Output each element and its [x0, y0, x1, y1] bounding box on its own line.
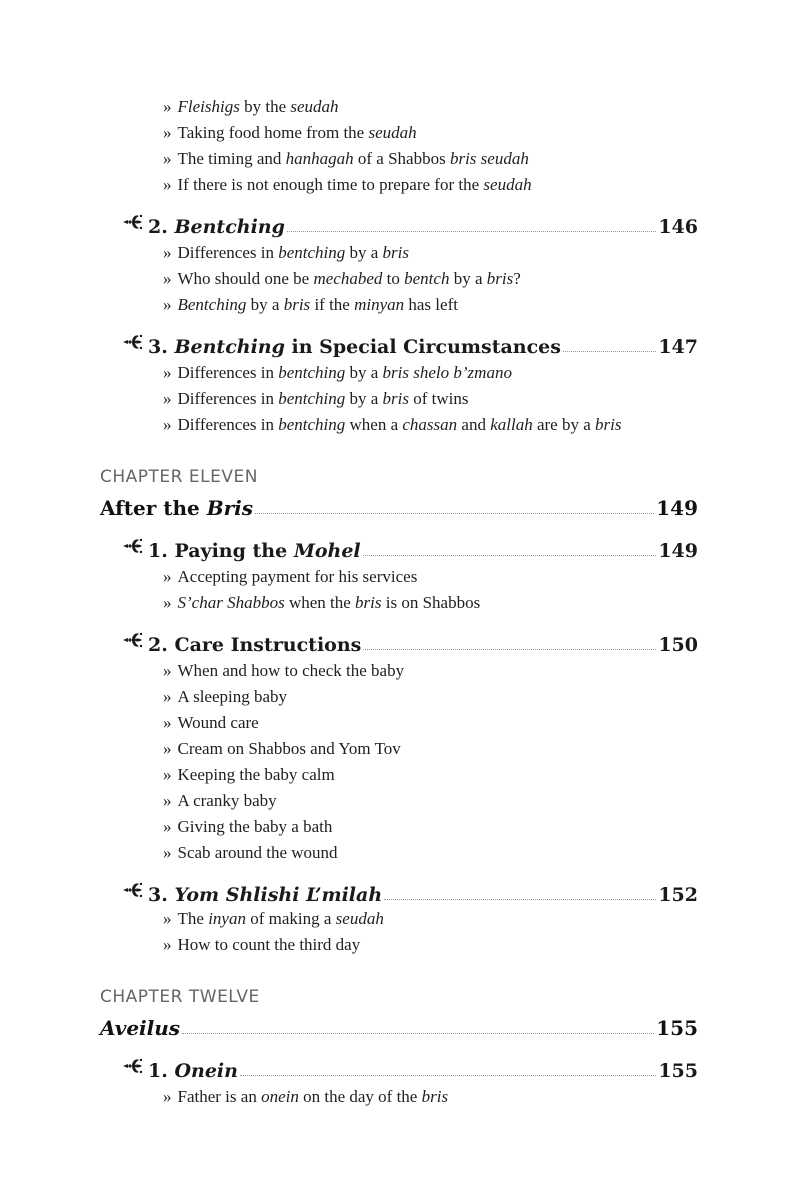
- fleuron-ornament-icon: [122, 211, 144, 238]
- section-title: 3. Bentching in Special Circumstances: [148, 336, 561, 358]
- dot-leader: [563, 351, 656, 352]
- toc-subitem: [163, 148, 529, 170]
- section-title: 1. Paying the Mohel: [148, 540, 361, 562]
- bullet-marker: »: [163, 817, 172, 836]
- subitem-text: Taking food home from the seudah: [177, 123, 417, 142]
- subitem-text: Differences in bentching by a bris: [177, 243, 410, 262]
- bullet-marker: »: [163, 661, 172, 680]
- subitem-text: Keeping the baby calm: [177, 765, 335, 784]
- bullet-marker: »: [163, 269, 172, 288]
- toc-subitem: [163, 790, 277, 812]
- toc-section-bentching-special[interactable]: [122, 328, 698, 358]
- toc-subitem: [163, 122, 417, 144]
- toc-subitem: [163, 566, 417, 588]
- subitem-text: How to count the third day: [177, 935, 361, 954]
- fleuron-ornament-icon: [122, 879, 144, 906]
- toc-chapter-after-the-bris[interactable]: [100, 490, 698, 520]
- fleuron-ornament-icon: [122, 629, 144, 656]
- subitem-text: The inyan of making a seudah: [177, 909, 384, 928]
- subitem-text: S’char Shabbos when the bris is on Shabbos: [177, 593, 481, 612]
- page-number: 155: [656, 1016, 698, 1040]
- dot-leader: [255, 513, 654, 514]
- subitem-text: A sleeping baby: [177, 687, 288, 706]
- toc-subitem: [163, 934, 360, 956]
- dot-leader: [240, 1075, 656, 1076]
- toc-subitem: [163, 414, 621, 436]
- bullet-marker: »: [163, 593, 172, 612]
- dot-leader: [182, 1033, 654, 1034]
- bullet-marker: »: [163, 909, 172, 928]
- toc-subitem: [163, 764, 335, 786]
- subitem-text: Wound care: [177, 713, 259, 732]
- toc-subitem: [163, 592, 480, 614]
- toc-subitem: [163, 1086, 448, 1108]
- toc-chapter-aveilus[interactable]: [100, 1010, 698, 1040]
- subitem-text: Father is an onein on the day of the bris: [177, 1087, 449, 1106]
- toc-section-yom-shlishi[interactable]: [122, 876, 698, 906]
- toc-subitem: [163, 686, 287, 708]
- toc-subitem: [163, 738, 401, 760]
- bullet-marker: »: [163, 843, 172, 862]
- toc-subitem: [163, 816, 332, 838]
- bullet-marker: »: [163, 295, 172, 314]
- toc-subitem: [163, 96, 339, 118]
- page-number: 150: [658, 634, 698, 656]
- page-number: 152: [658, 884, 698, 906]
- bullet-marker: »: [163, 1087, 172, 1106]
- toc-section-bentching[interactable]: [122, 208, 698, 238]
- subitem-text: A cranky baby: [177, 791, 277, 810]
- bullet-marker: »: [163, 389, 172, 408]
- section-title: 2. Care Instructions: [148, 634, 362, 656]
- bullet-marker: »: [163, 739, 172, 758]
- chapter-label: CHAPTER ELEVEN: [100, 467, 258, 487]
- bullet-marker: »: [163, 123, 172, 142]
- subitem-text: Scab around the wound: [177, 843, 338, 862]
- bullet-marker: »: [163, 567, 172, 586]
- toc-section-onein[interactable]: [122, 1052, 698, 1082]
- dot-leader: [384, 899, 656, 900]
- bullet-marker: »: [163, 243, 172, 262]
- dot-leader: [287, 231, 656, 232]
- bullet-marker: »: [163, 415, 172, 434]
- subitem-text: Who should one be mechabed to bentch by a bris?: [177, 269, 521, 288]
- page-number: 155: [658, 1060, 698, 1082]
- chapter-title: Aveilus: [100, 1016, 181, 1040]
- toc-subitem: [163, 242, 409, 264]
- subitem-text: Differences in bentching by a bris shelo b’zmano: [177, 363, 512, 382]
- fleuron-ornament-icon: [122, 1055, 144, 1082]
- bullet-marker: »: [163, 175, 172, 194]
- toc-section-care-instructions[interactable]: [122, 626, 698, 656]
- subitem-text: Differences in bentching by a bris of twins: [177, 389, 469, 408]
- subitem-text: Accepting payment for his services: [177, 567, 418, 586]
- bullet-marker: »: [163, 149, 172, 168]
- toc-subitem: [163, 362, 512, 384]
- chapter-title: After the Bris: [100, 496, 254, 520]
- chapter-label: CHAPTER TWELVE: [100, 987, 260, 1007]
- bullet-marker: »: [163, 765, 172, 784]
- toc-subitem: [163, 908, 384, 930]
- section-title: 2. Bentching: [148, 216, 285, 238]
- bullet-marker: »: [163, 791, 172, 810]
- bullet-marker: »: [163, 713, 172, 732]
- toc-subitem: [163, 660, 404, 682]
- subitem-text: Differences in bentching when a chassan and kallah are by a bris: [177, 415, 622, 434]
- subitem-text: Fleishigs by the seudah: [177, 97, 339, 116]
- subitem-text: When and how to check the baby: [177, 661, 405, 680]
- section-title: 1. Onein: [148, 1060, 238, 1082]
- toc-subitem: [163, 294, 458, 316]
- dot-leader: [363, 555, 657, 556]
- page-number: 149: [658, 540, 698, 562]
- fleuron-ornament-icon: [122, 535, 144, 562]
- toc-subitem: [163, 842, 338, 864]
- toc-section-paying-the-mohel[interactable]: [122, 532, 698, 562]
- dot-leader: [363, 649, 656, 650]
- subitem-text: The timing and hanhagah of a Shabbos bris seudah: [177, 149, 529, 168]
- toc-subitem: [163, 174, 532, 196]
- toc-subitem: [163, 388, 469, 410]
- page-number: 146: [658, 216, 698, 238]
- subitem-text: If there is not enough time to prepare for the seudah: [177, 175, 532, 194]
- bullet-marker: »: [163, 935, 172, 954]
- toc-subitem: [163, 268, 521, 290]
- bullet-marker: »: [163, 687, 172, 706]
- section-title: 3. Yom Shlishi L’milah: [148, 884, 383, 906]
- page-number: 147: [658, 336, 698, 358]
- subitem-text: Giving the baby a bath: [177, 817, 333, 836]
- bullet-marker: »: [163, 97, 172, 116]
- bullet-marker: »: [163, 363, 172, 382]
- subitem-text: Cream on Shabbos and Yom Tov: [177, 739, 401, 758]
- toc-subitem: [163, 712, 259, 734]
- page-number: 149: [656, 496, 698, 520]
- subitem-text: Bentching by a bris if the minyan has left: [177, 295, 458, 314]
- fleuron-ornament-icon: [122, 331, 144, 358]
